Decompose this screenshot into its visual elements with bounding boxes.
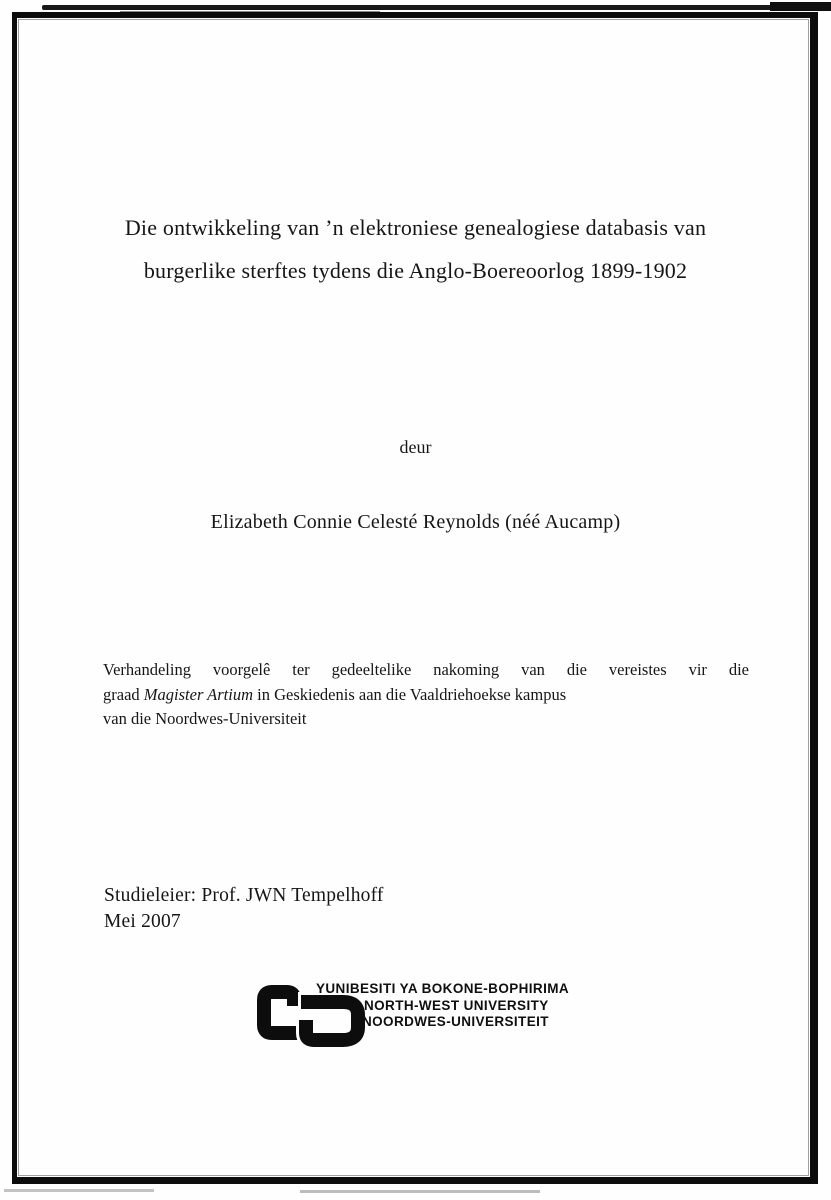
author-name: Elizabeth Connie Celesté Reynolds (néé Aucamp) — [210, 511, 621, 533]
university-name-afrikaans: NOORDWES-UNIVERSITEIT — [362, 1014, 549, 1029]
supervisor-block — [104, 883, 384, 935]
date-line: Mei 2007 — [104, 911, 181, 932]
scan-artifact — [42, 5, 786, 10]
degree-statement-line-2 — [103, 683, 749, 708]
scan-artifact — [300, 1190, 540, 1193]
thesis-title-line-1: Die ontwikkeling van ’n elektroniese genealogiese databasis van — [124, 215, 707, 240]
supervisor-line: Studieleier: Prof. JWN Tempelhoff — [104, 885, 384, 906]
degree-statement-line-3: van die Noordwes-Universiteit — [103, 709, 307, 729]
degree-statement-line-1: Verhandeling voorgelê ter gedeeltelike nakoming van die vereistes vir die — [103, 660, 749, 679]
scan-artifact — [770, 2, 831, 11]
degree-statement — [103, 658, 749, 732]
university-name-english: NORTH-WEST UNIVERSITY — [364, 997, 549, 1013]
university-logo — [254, 975, 584, 1055]
degree-statement-line-2-pre: graad — [103, 684, 144, 704]
scan-artifact — [4, 1189, 154, 1192]
university-name-setswana: YUNIBESITI YA BOKONE-BOPHIRIMA — [316, 981, 570, 996]
degree-name-italic: Magister Artium — [143, 684, 254, 704]
thesis-title — [40, 206, 791, 292]
thesis-title-line-2: burgerlike sterftes tydens die Anglo-Boereoorlog 1899-1902 — [143, 258, 688, 283]
byline: deur — [399, 437, 432, 457]
university-name-block — [316, 981, 569, 1031]
degree-statement-line-2-post: in Geskiedenis aan die Vaaldriehoekse kampus — [253, 684, 567, 704]
